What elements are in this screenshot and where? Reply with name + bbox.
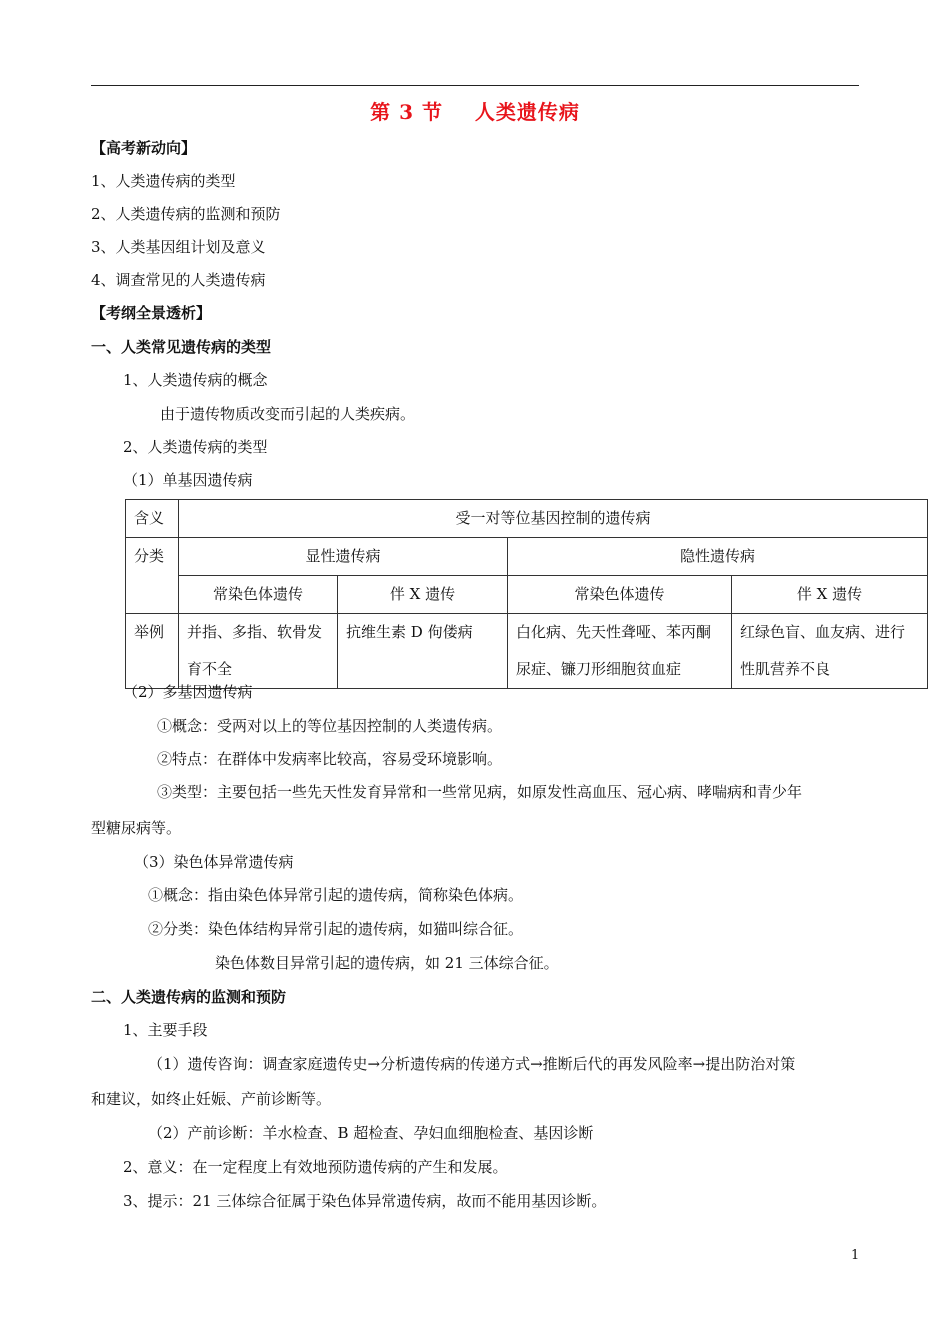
table-row [126, 614, 928, 689]
table-cell: 含义 [126, 500, 179, 538]
list-item-continuation: 和建议，如终止妊娠、产前诊断等。 [91, 1090, 332, 1108]
list-item: （2）产前诊断：羊水检查、B 超检查、孕妇血细胞检查、基因诊断 [148, 1124, 594, 1142]
poly-gene-title: （2）多基因遗传病 [123, 683, 253, 701]
list-item: 4、调查常见的人类遗传病 [91, 271, 266, 289]
table-cell: 举例 [126, 614, 179, 689]
list-item: （1）遗传咨询：调查家庭遗传史→分析遗传病的传递方式→推断后代的再发风险率→提出防治对策 [148, 1055, 796, 1073]
table-cell: 常染色体遗传 [179, 576, 338, 614]
single-gene-table [125, 499, 928, 689]
table-cell: 白化病、先天性聋哑、苯丙酮尿症、镰刀形细胞贫血症 [508, 614, 732, 689]
table-cell: 显性遗传病 [179, 538, 508, 576]
means-title: 1、主要手段 [123, 1021, 208, 1039]
list-item: ③类型：主要包括一些先天性发育异常和一些常见病，如原发性高血压、冠心病、哮喘病和青少年 [157, 783, 803, 801]
header-rule [91, 85, 859, 86]
tip-text: 3、提示：21 三体综合征属于染色体异常遗传病，故而不能用基因诊断。 [123, 1192, 607, 1210]
single-gene-title: （1）单基因遗传病 [123, 471, 253, 489]
page-title: 第 3 节 人类遗传病 [370, 100, 580, 124]
chromosome-title: （3）染色体异常遗传病 [134, 853, 294, 871]
list-item: ①概念：指由染色体异常引起的遗传病，简称染色体病。 [148, 886, 524, 904]
table-cell: 隐性遗传病 [508, 538, 928, 576]
section-heading-new-trends: 【高考新动向】 [91, 139, 197, 157]
table-cell: 受一对等位基因控制的遗传病 [179, 500, 928, 538]
list-item: 2、人类遗传病的监测和预防 [91, 205, 281, 223]
table-cell: 伴 X 遗传 [732, 576, 928, 614]
list-item: 3、人类基因组计划及意义 [91, 238, 266, 256]
table-row [126, 538, 928, 576]
list-item-continuation: 染色体数目异常引起的遗传病，如 21 三体综合征。 [215, 954, 559, 972]
page-number: 1 [851, 1248, 860, 1263]
table-cell: 抗维生素 D 佝偻病 [338, 614, 508, 689]
list-item: ②分类：染色体结构异常引起的遗传病，如猫叫综合征。 [148, 920, 524, 938]
table-row [126, 576, 928, 614]
table-cell: 分类 [126, 538, 179, 614]
list-item: ②特点：在群体中发病率比较高，容易受环境影响。 [157, 750, 503, 768]
section-heading-outline: 【考纲全景透析】 [91, 304, 212, 322]
table-cell: 红绿色盲、血友病、进行性肌营养不良 [732, 614, 928, 689]
table-row [126, 500, 928, 538]
types-title: 2、人类遗传病的类型 [123, 438, 268, 456]
list-item: ①概念：受两对以上的等位基因控制的人类遗传病。 [157, 717, 503, 735]
part1-heading: 一、人类常见遗传病的类型 [91, 338, 272, 356]
table-cell: 并指、多指、软骨发育不全 [179, 614, 338, 689]
table-cell: 常染色体遗传 [508, 576, 732, 614]
table-cell: 伴 X 遗传 [338, 576, 508, 614]
list-item-continuation: 型糖尿病等。 [91, 819, 182, 837]
concept-text: 由于遗传物质改变而引起的人类疾病。 [160, 405, 416, 423]
concept-title: 1、人类遗传病的概念 [123, 371, 268, 389]
part2-heading: 二、人类遗传病的监测和预防 [91, 988, 287, 1006]
significance-text: 2、意义：在一定程度上有效地预防遗传病的产生和发展。 [123, 1158, 508, 1176]
list-item: 1、人类遗传病的类型 [91, 172, 236, 190]
